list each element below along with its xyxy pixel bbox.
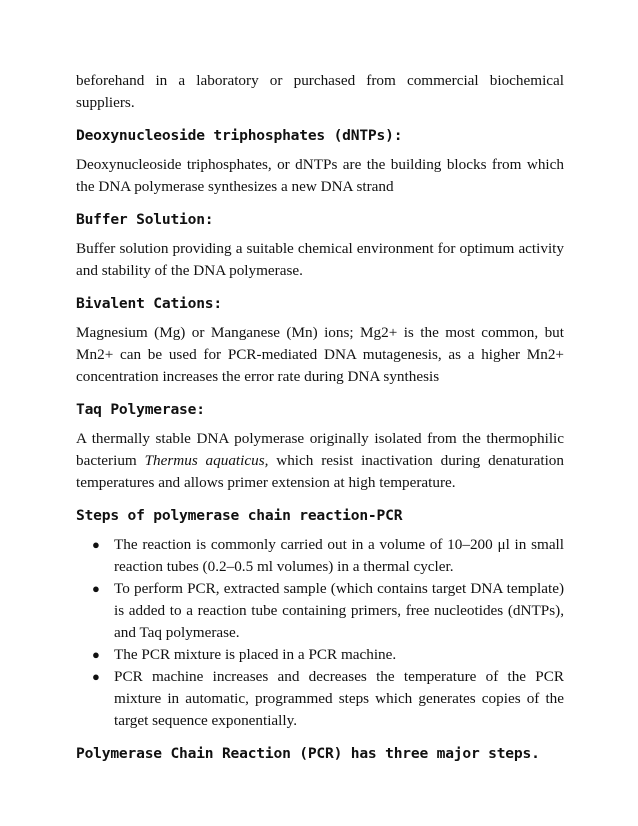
bullet-icon: ● xyxy=(92,581,100,596)
list-item-text: To perform PCR, extracted sample (which contains target DNA template) is added to a reaction tube containing primers, free nucleotides (dNTPs), and Taq polymerase. xyxy=(114,580,564,641)
intro-paragraph: beforehand in a laboratory or purchased from commercial biochemical suppliers. xyxy=(76,72,564,111)
taq-text-before: A thermally stable DNA polymerase originally isolated from the thermophilic bacterium xyxy=(76,430,564,469)
bullet-icon: ● xyxy=(92,537,100,552)
taq-heading: Taq Polymerase: xyxy=(76,401,205,418)
list-item xyxy=(76,534,564,578)
major-steps-heading: Polymerase Chain Reaction (PCR) has three major steps. xyxy=(76,745,540,762)
buffer-heading: Buffer Solution: xyxy=(76,211,214,228)
list-item-text: The reaction is commonly carried out in a volume of 10–200 μl in small reaction tubes (0.2–0.5 ml volumes) in a thermal cycler. xyxy=(114,536,564,575)
cations-heading: Bivalent Cations: xyxy=(76,295,222,312)
cations-paragraph: Magnesium (Mg) or Manganese (Mn) ions; Mg2+ is the most common, but Mn2+ can be used for PCR-mediated DNA mutagenesis, as a higher Mn2+ concentration increases the error rate during DNA synthesis xyxy=(76,324,564,385)
bullet-icon: ● xyxy=(92,669,100,684)
dntps-heading: Deoxynucleoside triphosphates (dNTPs): xyxy=(76,127,403,144)
list-item xyxy=(76,666,564,732)
steps-list xyxy=(76,534,564,732)
document-page xyxy=(76,70,564,772)
taq-paragraph xyxy=(76,428,564,494)
taq-text-after: which resist inactivation during denaturation temperatures and allows primer extension at high temperature. xyxy=(76,452,564,491)
list-item xyxy=(76,644,564,666)
list-item xyxy=(76,578,564,644)
bullet-icon: ● xyxy=(92,647,100,662)
list-item-text: The PCR mixture is placed in a PCR machine. xyxy=(114,646,397,663)
dntps-paragraph: Deoxynucleoside triphosphates, or dNTPs are the building blocks from which the DNA polymerase synthesizes a new DNA strand xyxy=(76,156,564,195)
taq-species-name: Thermus aquaticus, xyxy=(144,452,269,469)
list-item-text: PCR machine increases and decreases the temperature of the PCR mixture in automatic, programmed steps which generates copies of the target sequence exponentially. xyxy=(114,668,564,729)
steps-heading: Steps of polymerase chain reaction-PCR xyxy=(76,507,403,524)
buffer-paragraph: Buffer solution providing a suitable chemical environment for optimum activity and stability of the DNA polymerase. xyxy=(76,240,564,279)
